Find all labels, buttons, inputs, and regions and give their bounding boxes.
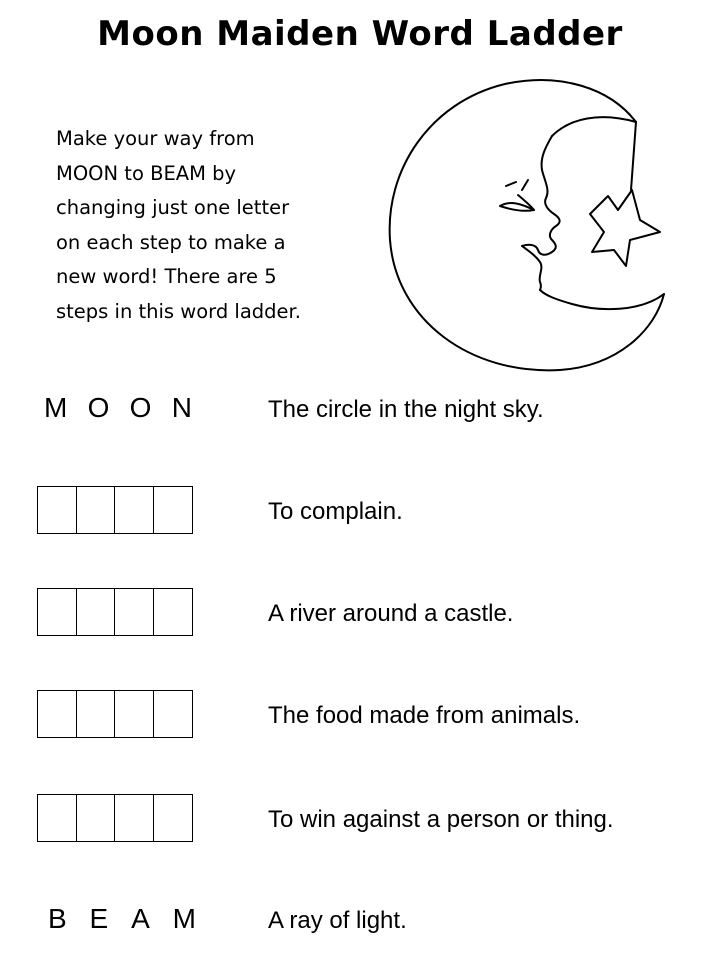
page-title: Moon Maiden Word Ladder bbox=[97, 14, 623, 54]
answer-boxes bbox=[37, 588, 191, 636]
letter: O bbox=[87, 392, 110, 423]
clue-step3: The food made from animals. bbox=[268, 702, 581, 729]
letter-box[interactable] bbox=[37, 794, 77, 842]
instruction-line: Make your way from bbox=[56, 127, 255, 150]
instruction-line: steps in this word ladder. bbox=[56, 299, 301, 323]
instruction-line: changing just one letter bbox=[56, 196, 290, 219]
clue-step4: To win against a person or thing. bbox=[268, 806, 614, 833]
letter-box[interactable] bbox=[114, 486, 154, 534]
letter-box[interactable] bbox=[76, 486, 116, 534]
clue-step1: To complain. bbox=[268, 498, 403, 525]
clue-start: The circle in the night sky. bbox=[268, 396, 544, 423]
letter-box[interactable] bbox=[37, 690, 77, 738]
instructions bbox=[56, 122, 356, 329]
letter-box[interactable] bbox=[114, 690, 154, 738]
letter-box[interactable] bbox=[76, 794, 116, 842]
moon-maiden-illustration bbox=[385, 76, 670, 376]
ladder-row-end bbox=[0, 903, 720, 963]
clue-step2: A river around a castle. bbox=[268, 600, 514, 627]
letter-box[interactable] bbox=[153, 486, 193, 534]
instruction-line: new word! There are 5 bbox=[56, 265, 277, 288]
letter-box[interactable] bbox=[76, 690, 116, 738]
letter: N bbox=[171, 392, 192, 423]
letter: E bbox=[89, 903, 109, 934]
letter-box[interactable] bbox=[114, 588, 154, 636]
letter-box[interactable] bbox=[37, 588, 77, 636]
letter: A bbox=[131, 903, 150, 934]
letter-box[interactable] bbox=[37, 486, 77, 534]
instruction-line: on each step to make a bbox=[56, 230, 286, 254]
letter: B bbox=[48, 903, 67, 934]
answer-boxes bbox=[37, 690, 191, 738]
letter-box[interactable] bbox=[114, 794, 154, 842]
letter-box[interactable] bbox=[153, 794, 193, 842]
ladder-row-start bbox=[0, 392, 720, 452]
ladder-row-step2 bbox=[0, 588, 720, 648]
ladder-row-step1 bbox=[0, 486, 720, 546]
ladder-row-step4 bbox=[0, 794, 720, 854]
letter-box[interactable] bbox=[76, 588, 116, 636]
end-word bbox=[48, 903, 196, 935]
letter-box[interactable] bbox=[153, 690, 193, 738]
letter-box[interactable] bbox=[153, 588, 193, 636]
letter: M bbox=[172, 903, 196, 934]
letter: M bbox=[44, 392, 68, 423]
instruction-line: MOON to BEAM by bbox=[56, 161, 237, 185]
clue-end: A ray of light. bbox=[268, 907, 407, 934]
letter: O bbox=[129, 392, 152, 423]
answer-boxes bbox=[37, 486, 191, 534]
start-word bbox=[44, 392, 192, 424]
answer-boxes bbox=[37, 794, 191, 842]
ladder-row-step3 bbox=[0, 690, 720, 750]
